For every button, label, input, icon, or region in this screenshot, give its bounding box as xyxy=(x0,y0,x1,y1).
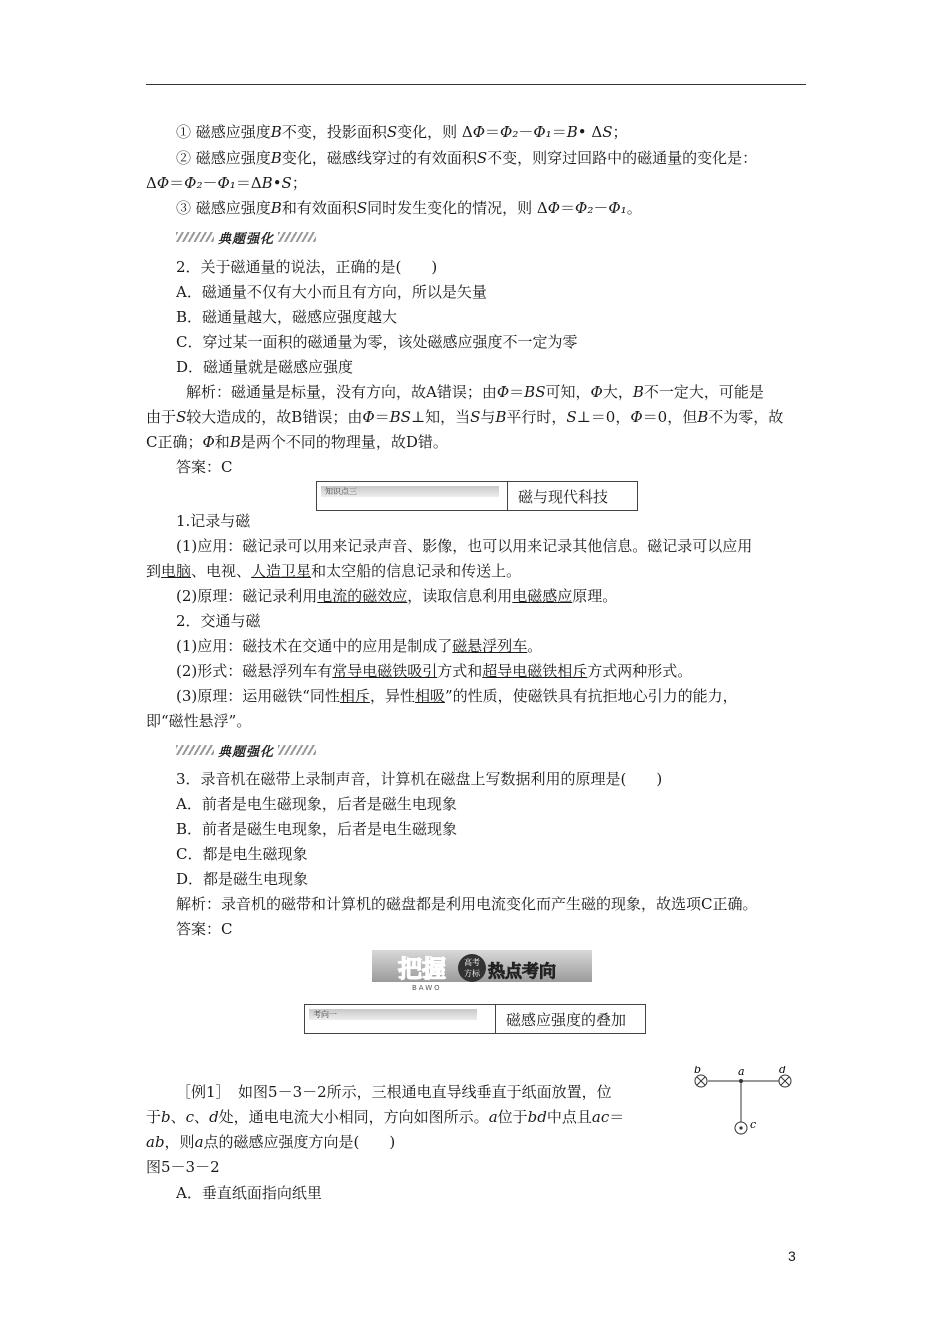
stripe-decoration xyxy=(278,232,316,242)
section-heading-1 xyxy=(176,230,316,247)
wire-c-out-of-page-icon xyxy=(735,1122,747,1134)
option-a: A．垂直纸面指向纸里 xyxy=(176,1184,322,1202)
text-line: 即“磁性悬浮”。 xyxy=(146,712,252,730)
stripe-decoration xyxy=(278,745,316,755)
knowledge-tag: 知识点三 xyxy=(321,486,499,497)
text-line-b1-1: ① 磁感应强度B不变，投影面积S变化，则 ΔΦ＝Φ₂－Φ₁＝B• ΔS； xyxy=(176,123,628,141)
example-line-2: 于b、c、d处，通电电流大小相同，方向如图所示。a位于bd中点且ac＝ xyxy=(146,1108,625,1126)
text-line: (2)形式：磁悬浮列车有常导电磁铁吸引方式和超导电磁铁相斥方式两种形式。 xyxy=(176,662,693,680)
option-b: B．磁通量越大，磁感应强度越大 xyxy=(176,308,398,326)
wire-b-into-page-icon xyxy=(695,1075,707,1087)
text-line: (2)原理：磁记录利用电流的磁效应，读取信息利用电磁感应原理。 xyxy=(176,587,618,605)
banner-pinyin: BAWO xyxy=(412,984,442,992)
knowledge-title: 磁与现代科技 xyxy=(518,487,609,506)
point-a xyxy=(739,1079,743,1083)
answer: 答案：C xyxy=(176,920,233,938)
option-a: A．磁通量不仅有大小而且有方向，所以是矢量 xyxy=(176,283,487,301)
direction-tag: 考向一 xyxy=(309,1009,477,1020)
option-b: B．前者是磁生电现象，后者是电生磁现象 xyxy=(176,820,458,838)
option-d: D．都是磁生电现象 xyxy=(176,870,309,888)
page-number: 3 xyxy=(788,1248,796,1264)
wire-d-into-page-icon xyxy=(779,1075,791,1087)
text-line-b1-2: ② 磁感应强度B变化，磁感线穿过的有效面积S不变，则穿过回路中的磁通量的变化是： xyxy=(176,149,758,167)
option-d: D．磁通量就是磁感应强度 xyxy=(176,358,354,376)
explanation: 解析：录音机的磁带和计算机的磁盘都是利用电流变化而产生磁的现象，故选项C正确。 xyxy=(176,895,758,913)
explanation-line-3: C正确；Φ和B是两个不同的物理量，故D错。 xyxy=(146,433,448,451)
example-line-1: ［例1］ 如图5－3－2所示，三根通电直导线垂直于纸面放置，位 xyxy=(176,1083,612,1101)
stripe-decoration xyxy=(176,232,214,242)
example-line-3: ab，则a点的磁感应强度方向是( ) xyxy=(146,1133,396,1151)
wire-figure xyxy=(690,1066,800,1138)
hot-topic-banner xyxy=(372,946,592,992)
option-c: C．穿过某一面积的磁通量为零，该处磁感应强度不一定为零 xyxy=(176,333,578,351)
text-line-b1-3: ΔΦ＝Φ₂－Φ₁＝ΔB•S； xyxy=(146,174,307,192)
text-line: (1)应用：磁记录可以用来记录声音、影像，也可以用来记录其他信息。磁记录可以应用 xyxy=(176,537,753,555)
section-heading-2 xyxy=(176,743,316,760)
explanation-line-2: 由于S较大造成的，故B错误；由Φ＝BS⊥知，当S与B平行时，S⊥＝0，Φ＝0，但B不为零，故 xyxy=(146,408,784,426)
option-a: A．前者是电生磁现象，后者是磁生电现象 xyxy=(176,795,457,813)
banner-small-1: 高考 xyxy=(464,958,480,967)
label-c: c xyxy=(750,1118,757,1131)
header-rule xyxy=(146,84,806,85)
text-line: (1)应用：磁技术在交通中的应用是制成了磁悬浮列车。 xyxy=(176,637,543,655)
section-title-1: 1.记录与磁 xyxy=(176,512,251,530)
direction-title: 磁感应强度的叠加 xyxy=(506,1010,627,1029)
answer: 答案：C xyxy=(176,458,233,476)
banner-sub-text: 热点考向 xyxy=(488,962,556,982)
label-a: a xyxy=(738,1066,745,1078)
direction-box xyxy=(304,1004,646,1034)
label-d: d xyxy=(779,1066,787,1076)
text-line: 到电脑、电视、人造卫星和太空船的信息记录和传送上。 xyxy=(146,562,522,580)
stripe-decoration xyxy=(176,745,214,755)
section-title-2: 2．交通与磁 xyxy=(176,612,261,630)
question-stem: 2．关于磁通量的说法，正确的是( ) xyxy=(176,258,438,276)
heading-text: 典题强化 xyxy=(218,231,275,247)
heading-text: 典题强化 xyxy=(218,744,275,760)
figure-caption: 图5－3－2 xyxy=(146,1158,220,1176)
question-stem: 3．录音机在磁带上录制声音，计算机在磁盘上写数据利用的原理是( ) xyxy=(176,770,663,788)
banner-main-text: 把握 xyxy=(398,955,446,983)
explanation-line-1: 解析：磁通量是标量，没有方向，故A错误；由Φ＝BS可知，Φ大，B不一定大，可能是 xyxy=(186,383,764,401)
banner-small-2: 方标 xyxy=(464,969,480,978)
text-line: (3)原理：运用磁铁“同性相斥，异性相吸”的性质，使磁铁具有抗拒地心引力的能力， xyxy=(176,687,738,705)
option-c: C．都是电生磁现象 xyxy=(176,845,308,863)
text-line-b1-4: ③ 磁感应强度B和有效面积S同时发生变化的情况，则 ΔΦ＝Φ₂－Φ₁。 xyxy=(176,199,642,217)
knowledge-point-box xyxy=(316,481,638,511)
label-b: b xyxy=(694,1066,702,1076)
